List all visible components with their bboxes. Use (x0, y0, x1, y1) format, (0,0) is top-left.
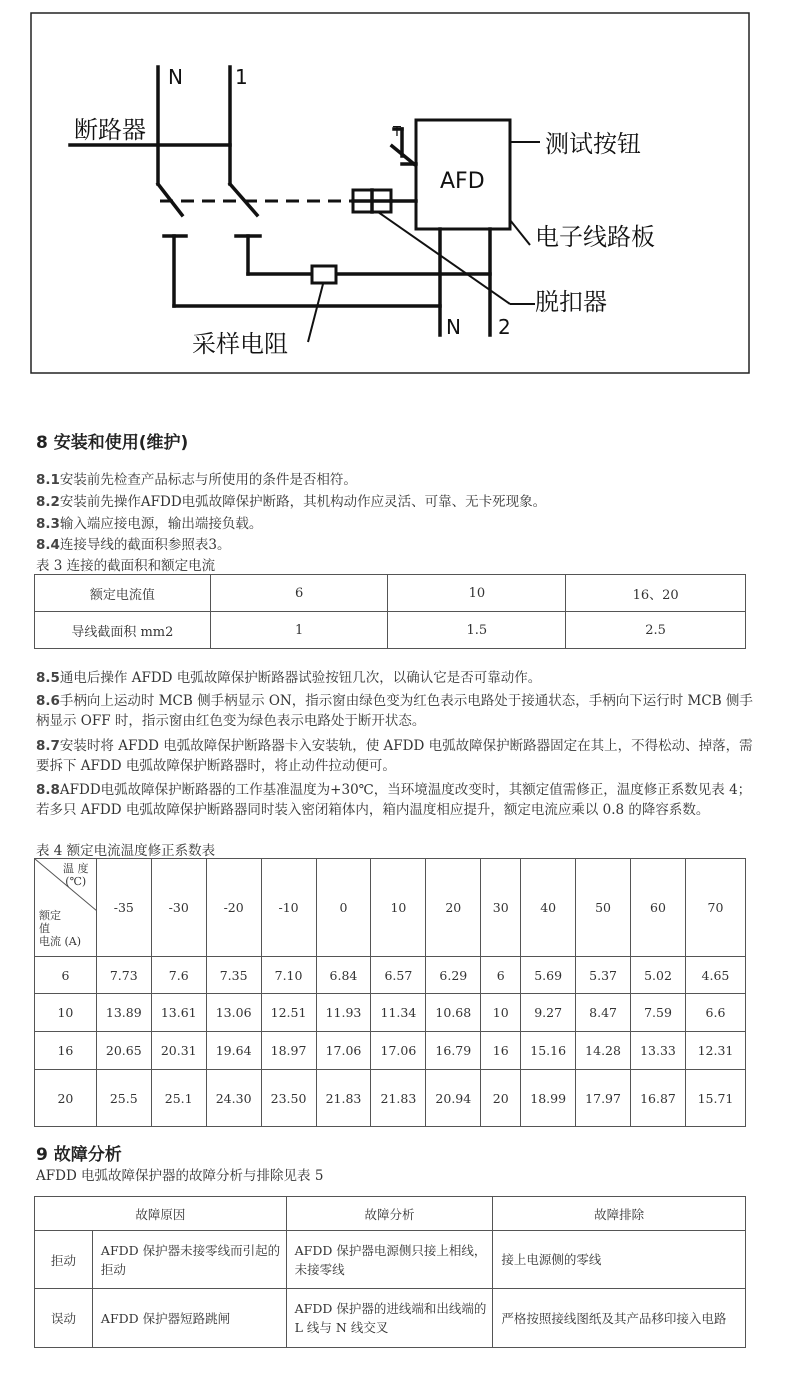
fault-cause: AFDD 保护器未接零线而引起的拒动 (92, 1231, 286, 1289)
table-cell: 6 (210, 575, 388, 612)
temp-header-cell: -35 (96, 859, 151, 957)
value-cell: 20 (481, 1070, 521, 1127)
table-cell: 10 (388, 575, 566, 612)
current-cell: 6 (35, 957, 97, 994)
table-row (35, 1231, 746, 1289)
one-top-label: 1 (235, 65, 248, 89)
value-cell: 5.37 (576, 957, 631, 994)
table-cell: 1 (210, 612, 388, 649)
table-cell: 额定电流值 (35, 575, 211, 612)
value-cell: 16 (481, 1032, 521, 1070)
value-cell: 13.33 (631, 1032, 686, 1070)
breaker-label: 断路器 (74, 116, 146, 144)
item-8-5: 8.5通电后操作 AFDD 电弧故障保护断路器试验按钮几次，以确认它是否可靠动作。 (36, 670, 542, 686)
fault-fix: 接上电源侧的零线 (493, 1231, 746, 1289)
value-cell: 13.61 (151, 994, 206, 1032)
temp-header-cell: -20 (206, 859, 261, 957)
value-cell: 16.79 (426, 1032, 481, 1070)
value-cell: 17.06 (371, 1032, 426, 1070)
corner-current-label: 额定 值 电流 (A) (39, 909, 82, 948)
value-cell: 24.30 (206, 1070, 261, 1127)
current-cell: 20 (35, 1070, 97, 1127)
value-cell: 18.99 (521, 1070, 576, 1127)
table-row (35, 994, 746, 1032)
wiring-diagram (30, 12, 750, 374)
table-row (35, 1070, 746, 1127)
value-cell: 5.02 (631, 957, 686, 994)
fault-fix: 严格按照接线图纸及其产品移印接入电路 (493, 1289, 746, 1348)
temp-header-cell: 10 (371, 859, 426, 957)
value-cell: 10 (481, 994, 521, 1032)
temp-header-cell: 40 (521, 859, 576, 957)
value-cell: 13.89 (96, 994, 151, 1032)
table-row (35, 612, 746, 649)
value-cell: 23.50 (261, 1070, 316, 1127)
value-cell: 8.47 (576, 994, 631, 1032)
section-9-title: 9 故障分析 (36, 1145, 122, 1165)
test-button-label: 测试按钮 (545, 130, 641, 158)
fault-type: 拒动 (35, 1231, 93, 1289)
value-cell: 13.06 (206, 994, 261, 1032)
table-3 (34, 574, 746, 649)
value-cell: 11.93 (316, 994, 371, 1032)
item-8-1: 8.1安装前先检查产品标志与所使用的条件是否相符。 (36, 472, 357, 488)
section-8-title: 8 安装和使用(维护) (36, 433, 189, 453)
value-cell: 6.57 (371, 957, 426, 994)
header-cause: 故障原因 (35, 1197, 287, 1231)
section-9-intro: AFDD 电弧故障保护器的故障分析与排除见表 5 (36, 1168, 324, 1184)
value-cell: 15.16 (521, 1032, 576, 1070)
fault-type: 误动 (35, 1289, 93, 1348)
temp-header-cell: 50 (576, 859, 631, 957)
value-cell: 9.27 (521, 994, 576, 1032)
table-row (35, 957, 746, 994)
value-cell: 14.28 (576, 1032, 631, 1070)
value-cell: 6 (481, 957, 521, 994)
value-cell: 18.97 (261, 1032, 316, 1070)
corner-temp-label: 温 度 (℃) (63, 862, 89, 888)
table-cell: 1.5 (388, 612, 566, 649)
table-row (35, 1289, 746, 1348)
table-cell: 导线截面积 mm2 (35, 612, 211, 649)
value-cell: 7.10 (261, 957, 316, 994)
value-cell: 4.65 (685, 957, 745, 994)
corner-cell (35, 859, 97, 957)
value-cell: 6.29 (426, 957, 481, 994)
value-cell: 12.51 (261, 994, 316, 1032)
value-cell: 17.06 (316, 1032, 371, 1070)
n-bottom-label: N (446, 315, 461, 339)
item-8-7: 8.7安装时将 AFDD 电弧故障保护断路器卡入安装轨，使 AFDD 电弧故障保护断路器固定在其上，不得松动、掉落，需要拆下 AFDD 电弧故障保护断路器时，将止动件拉动便可。 (36, 738, 753, 774)
value-cell: 20.31 (151, 1032, 206, 1070)
value-cell: 6.6 (685, 994, 745, 1032)
afd-label: AFD (440, 169, 485, 194)
value-cell: 19.64 (206, 1032, 261, 1070)
item-8-8: 8.8AFDD电弧故障保护断路器的工作基准温度为+30℃，当环境温度改变时，其额定值需修正，温度修正系数见表 4；若多只 AFDD 电弧故障保护断路器同时装入密闭箱体内，箱内温度相应提升，额定电流应乘以 0.8 的降容系数。 (36, 782, 752, 818)
table3-caption: 表 3 连接的截面积和额定电流 (36, 558, 216, 574)
value-cell: 21.83 (371, 1070, 426, 1127)
value-cell: 7.73 (96, 957, 151, 994)
n-top-label: N (168, 65, 183, 89)
value-cell: 17.97 (576, 1070, 631, 1127)
value-cell: 5.69 (521, 957, 576, 994)
temp-header-cell: 20 (426, 859, 481, 957)
temp-header-cell: -10 (261, 859, 316, 957)
table-header-row (35, 1197, 746, 1231)
fault-analysis: AFDD 保护器的进线端和出线端的 L 线与 N 线交叉 (286, 1289, 493, 1348)
value-cell: 12.31 (685, 1032, 745, 1070)
table-cell: 16、20 (566, 575, 746, 612)
value-cell: 16.87 (631, 1070, 686, 1127)
sample-resistor-label: 采样电阻 (192, 330, 288, 358)
table-cell: 2.5 (566, 612, 746, 649)
t-label: T (393, 125, 401, 140)
item-8-2: 8.2安装前先操作AFDD电弧故障保护断路，其机构动作应灵活、可靠、无卡死现象。 (36, 494, 547, 510)
temp-header-cell: 30 (481, 859, 521, 957)
value-cell: 7.6 (151, 957, 206, 994)
value-cell: 20.94 (426, 1070, 481, 1127)
table-4 (34, 858, 746, 1127)
pcb-label: 电子线路板 (535, 223, 655, 251)
value-cell: 21.83 (316, 1070, 371, 1127)
table-row (35, 1032, 746, 1070)
header-analysis: 故障分析 (286, 1197, 493, 1231)
value-cell: 6.84 (316, 957, 371, 994)
value-cell: 10.68 (426, 994, 481, 1032)
header-fix: 故障排除 (493, 1197, 746, 1231)
value-cell: 7.59 (631, 994, 686, 1032)
value-cell: 7.35 (206, 957, 261, 994)
value-cell: 15.71 (685, 1070, 745, 1127)
value-cell: 25.1 (151, 1070, 206, 1127)
value-cell: 25.5 (96, 1070, 151, 1127)
item-8-3: 8.3输入端应接电源，输出端接负载。 (36, 516, 263, 532)
table-header-row (35, 859, 746, 957)
value-cell: 20.65 (96, 1032, 151, 1070)
fault-analysis: AFDD 保护器电源侧只接上相线，未接零线 (286, 1231, 493, 1289)
temp-header-cell: 70 (685, 859, 745, 957)
item-8-6: 8.6手柄向上运动时 MCB 侧手柄显示 ON，指示窗由绿色变为红色表示电路处于接通状态，手柄向下运行时 MCB 侧手柄显示 OFF 时，指示窗由红色变为绿色表示电路处于断开状态。 (36, 693, 753, 729)
temp-header-cell: -30 (151, 859, 206, 957)
temp-header-cell: 0 (316, 859, 371, 957)
table4-caption: 表 4 额定电流温度修正系数表 (36, 843, 216, 859)
current-cell: 10 (35, 994, 97, 1032)
temp-header-cell: 60 (631, 859, 686, 957)
table-row (35, 575, 746, 612)
fault-cause: AFDD 保护器短路跳闸 (92, 1289, 286, 1348)
item-8-4: 8.4连接导线的截面积参照表3。 (36, 537, 231, 553)
two-bottom-label: 2 (498, 315, 511, 339)
table-5 (34, 1196, 746, 1348)
value-cell: 11.34 (371, 994, 426, 1032)
current-cell: 16 (35, 1032, 97, 1070)
trip-label: 脱扣器 (535, 288, 607, 316)
